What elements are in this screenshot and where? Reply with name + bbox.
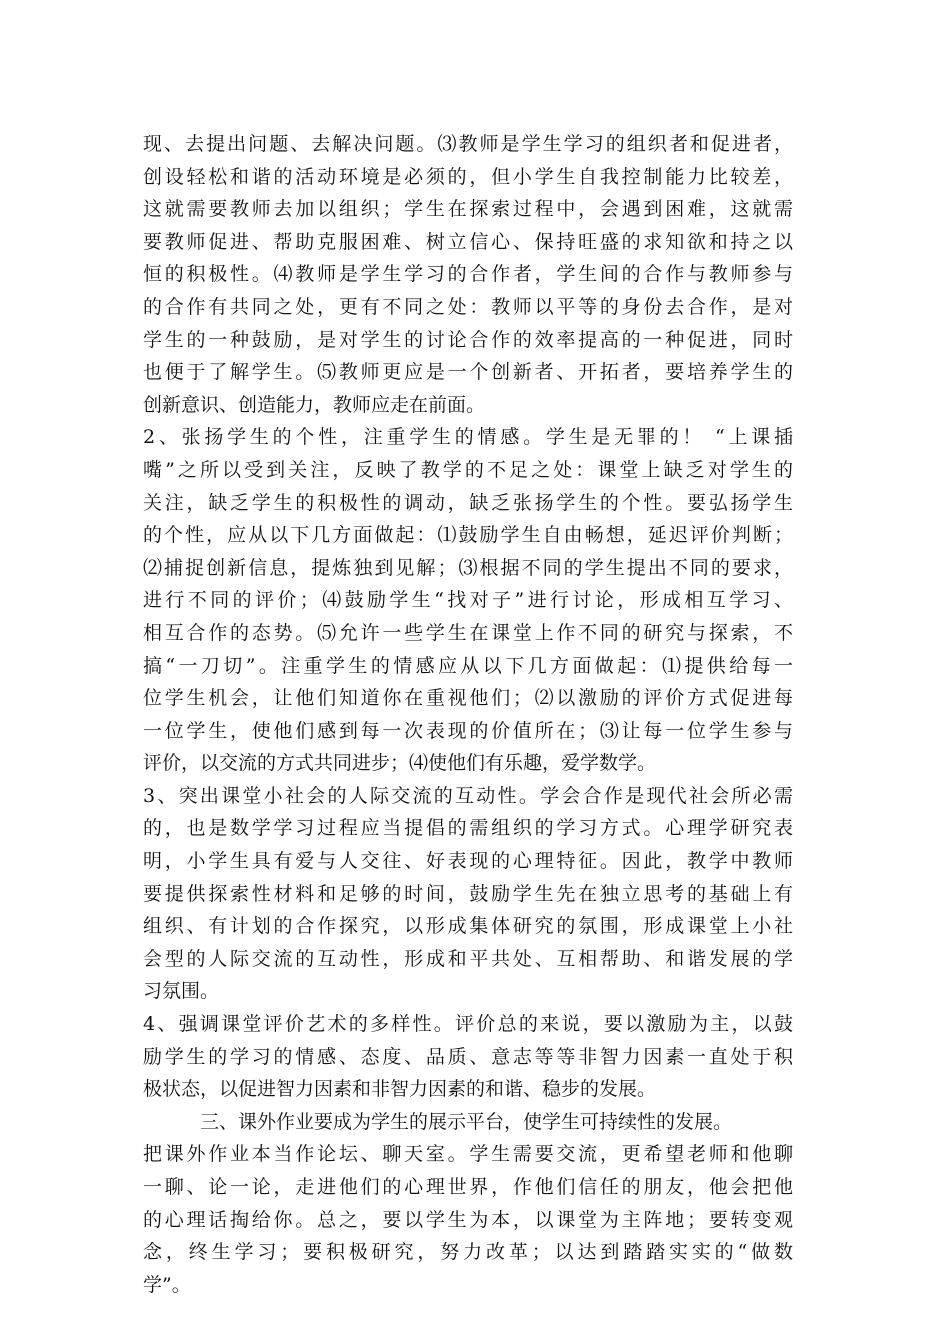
text-line: 的合作有共同之处，更有不同之处：教师以平等的身份去合作，是对: [143, 295, 793, 318]
text-line: 创新意识、创造能力，教师应走在前面。: [143, 393, 486, 416]
text-line: 习氛围。: [143, 980, 220, 1003]
text-line: 的个性，应从以下几方面做起：⑴鼓励学生自由畅想，延迟评价判断；: [143, 524, 793, 547]
text-line: 创设轻松和谐的活动环境是必须的，但小学生自我控制能力比较差，: [143, 165, 793, 188]
text-line: ⑵捕捉创新信息，提炼独到见解；⑶根据不同的学生提出不同的要求，: [143, 556, 793, 579]
text-line: 学生的一种鼓励，是对学生的讨论合作的效率提高的一种促进，同时: [143, 328, 793, 351]
text-line: 把课外作业本当作论坛、聊天室。学生需要交流，更希望老师和他聊: [143, 1143, 793, 1166]
text-line: 4、强调课堂评价艺术的多样性。评价总的来说，要以激励为主，以鼓: [143, 1013, 793, 1036]
text-line: 关注，缺乏学生的积极性的调动，缺乏张扬学生的个性。要弘扬学生: [143, 491, 793, 514]
text-line: 嘴”之所以受到关注，反映了教学的不足之处：课堂上缺乏对学生的: [143, 458, 793, 481]
text-line: 恒的积极性。⑷教师是学生学习的合作者，学生间的合作与教师参与: [143, 263, 793, 286]
text-line: 搞“一刀切”。注重学生的情感应从以下几方面做起：⑴提供给每一: [143, 654, 793, 677]
text-line: 极状态，以促进智力因素和非智力因素的和谐、稳步的发展。: [143, 1078, 657, 1101]
text-line: 3、突出课堂小社会的人际交流的互动性。学会合作是现代社会所必需: [143, 784, 793, 807]
text-line: 要提供探索性材料和足够的时间，鼓励学生先在独立思考的基础上有: [143, 882, 793, 905]
text-line-indented: 三、课外作业要成为学生的展示平台，使学生可持续性的发展。: [200, 1110, 733, 1133]
text-line: 要教师促进、帮助克服困难、树立信心、保持旺盛的求知欲和持之以: [143, 230, 793, 253]
text-line: 的，也是数学学习过程应当提倡的需组织的学习方式。心理学研究表: [143, 817, 793, 840]
text-line: 组织、有计划的合作探究，以形成集体研究的氛围，形成课堂上小社: [143, 915, 793, 938]
text-line: 进行不同的评价；⑷鼓励学生“找对子”进行讨论，形成相互学习、: [143, 589, 793, 612]
text-line: 一聊、论一论，走进他们的心理世界，作他们信任的朋友，他会把他: [143, 1176, 793, 1198]
text-line: 励学生的学习的情感、态度、品质、意志等等非智力因素一直处于积: [143, 1045, 793, 1068]
text-line: 这就需要教师去加以组织；学生在探索过程中，会遇到困难，这就需: [143, 198, 793, 221]
text-line: 明，小学生具有爱与人交往、好表现的心理特征。因此，教学中教师: [143, 850, 793, 873]
text-line: 相互合作的态势。⑸允许一些学生在课堂上作不同的研究与探索，不: [143, 621, 793, 644]
text-line: 2、张扬学生的个性，注重学生的情感。学生是无罪的！ “上课插: [143, 426, 793, 449]
text-line: 的心理话掏给你。总之，要以学生为本，以课堂为主阵地；要转变观: [143, 1208, 793, 1231]
text-line: 学”。: [143, 1273, 191, 1296]
text-line: 也便于了解学生。⑸教师更应是一个创新者、开拓者，要培养学生的: [143, 361, 793, 384]
text-line: 念，终生学习；要积极研究，努力改革；以达到踏踏实实的“做数: [143, 1241, 793, 1264]
text-line: 会型的人际交流的互动性，形成和平共处、互相帮助、和谐发展的学: [143, 947, 793, 970]
text-line: 评价，以交流的方式共同进步；⑷使他们有乐趣，爱学数学。: [143, 752, 657, 775]
text-line: 位学生机会，让他们知道你在重视他们；⑵以激励的评价方式促进每: [143, 687, 793, 710]
body-text: [143, 128, 793, 1301]
text-line: 一位学生，使他们感到每一次表现的价值所在；⑶让每一位学生参与: [143, 719, 793, 742]
text-line: 现、去提出问题、去解决问题。⑶教师是学生学习的组织者和促进者，: [143, 133, 793, 155]
